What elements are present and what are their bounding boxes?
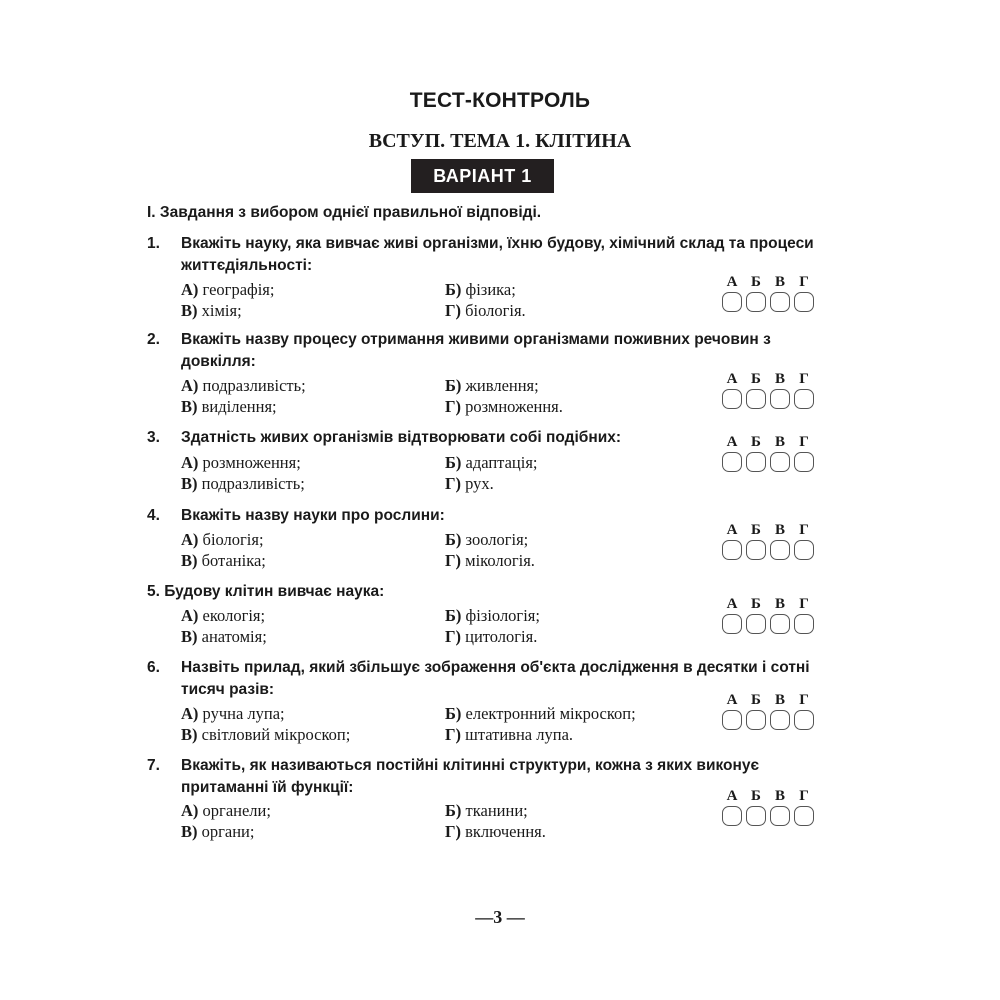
option-b <box>445 801 528 821</box>
answer-letter-g: Г <box>799 522 809 538</box>
answer-cell-b[interactable] <box>746 292 766 312</box>
answer-cell-b[interactable] <box>746 540 766 560</box>
answer-letter-b: Б <box>751 692 761 708</box>
option-text: розмноження; <box>202 453 301 472</box>
answer-cell-v[interactable] <box>770 614 790 634</box>
answer-cell-g[interactable] <box>794 540 814 560</box>
answer-letter-g: Г <box>799 434 809 450</box>
answer-letter-a: А <box>726 434 738 450</box>
answer-cell-b[interactable] <box>746 614 766 634</box>
question-2 <box>147 329 827 377</box>
answer-letter-b: Б <box>751 788 761 804</box>
option-letter: Г) <box>445 627 461 646</box>
option-v <box>181 627 267 647</box>
page-number: —3 — <box>475 907 525 927</box>
option-v <box>181 474 305 494</box>
option-letter: В) <box>181 301 198 320</box>
answer-cell-b[interactable] <box>746 710 766 730</box>
option-b <box>445 280 516 300</box>
question-text <box>147 581 797 603</box>
answer-letter-b: Б <box>751 434 761 450</box>
option-text: географія; <box>202 280 275 299</box>
question-text: Вкажіть назву процесу отримання живими організмами поживних речовин з довкілля: <box>181 331 771 370</box>
option-g <box>445 627 537 647</box>
question-number: 4. <box>147 507 160 524</box>
answer-grid-2 <box>720 371 818 413</box>
answer-cell-a[interactable] <box>722 389 742 409</box>
option-text: фізіологія; <box>465 606 540 625</box>
question-body: Будову клітин вивчає наука: <box>164 583 385 600</box>
option-g <box>445 301 526 321</box>
answer-letter-g: Г <box>799 274 809 290</box>
answer-letter-v: В <box>774 596 785 612</box>
option-letter: Б) <box>445 606 462 625</box>
question-text: Вкажіть науку, яка вивчає живі організми, їхню будову, хімічний склад та процеси життєдіяльності: <box>181 235 814 274</box>
question-number: 6. <box>147 659 160 676</box>
option-v <box>181 397 277 417</box>
answer-cell-v[interactable] <box>770 292 790 312</box>
answer-grid-6 <box>720 692 818 734</box>
page-title: ТЕСТ-КОНТРОЛЬ <box>409 89 591 112</box>
option-g <box>445 474 494 494</box>
answer-letter-b: Б <box>751 274 761 290</box>
option-text: ботаніка; <box>201 551 266 570</box>
option-text: анатомія; <box>201 627 267 646</box>
question-text: Здатність живих організмів відтворювати собі подібних: <box>181 429 622 446</box>
option-letter: Г) <box>445 822 461 841</box>
question-text: Назвіть прилад, який збільшує зображення об'єкта дослідження в десятки і сотні тисяч разів: <box>181 659 810 698</box>
option-text: живлення; <box>465 376 539 395</box>
answer-letter-a: А <box>726 274 738 290</box>
answer-cell-v[interactable] <box>770 540 790 560</box>
answer-cell-v[interactable] <box>770 452 790 472</box>
answer-letter-a: А <box>726 522 738 538</box>
answer-letter-g: Г <box>799 596 809 612</box>
option-letter: А) <box>181 606 199 625</box>
option-v <box>181 822 254 842</box>
option-letter: В) <box>181 627 198 646</box>
answer-letter-v: В <box>774 371 785 387</box>
answer-letter-v: В <box>774 434 785 450</box>
question-number: 1. <box>147 235 160 252</box>
answer-grid-1 <box>720 274 818 316</box>
answer-grid-7 <box>720 788 818 830</box>
option-b <box>445 453 538 473</box>
option-text: ручна лупа; <box>202 704 285 723</box>
answer-cell-g[interactable] <box>794 389 814 409</box>
option-letter: А) <box>181 453 199 472</box>
option-text: подразливість; <box>202 376 306 395</box>
option-a <box>181 801 271 821</box>
option-letter: Б) <box>445 376 462 395</box>
option-text: органели; <box>202 801 271 820</box>
answer-letter-a: А <box>726 371 738 387</box>
option-text: екологія; <box>202 606 266 625</box>
answer-grid-4 <box>720 522 818 564</box>
answer-cell-a[interactable] <box>722 614 742 634</box>
option-letter: Г) <box>445 551 461 570</box>
option-text: розмноження. <box>465 397 563 416</box>
option-letter: Б) <box>445 801 462 820</box>
option-text: подразливість; <box>201 474 305 493</box>
option-letter: В) <box>181 474 198 493</box>
question-number: 5. <box>147 583 160 600</box>
answer-grid-3 <box>720 434 818 476</box>
section-heading: I. Завдання з вибором однієї правильної відповіді. <box>147 204 542 221</box>
option-letter: В) <box>181 397 198 416</box>
answer-letter-a: А <box>726 788 738 804</box>
answer-letter-v: В <box>774 522 785 538</box>
answer-grid-5 <box>720 596 818 638</box>
answer-cell-a[interactable] <box>722 806 742 826</box>
answer-letter-g: Г <box>799 692 809 708</box>
option-text: хімія; <box>201 301 242 320</box>
answer-letter-a: А <box>726 692 738 708</box>
option-text: біологія; <box>202 530 264 549</box>
option-text: органи; <box>201 822 255 841</box>
option-letter: А) <box>181 280 199 299</box>
option-a <box>181 280 274 300</box>
option-g <box>445 551 535 571</box>
option-v <box>181 301 242 321</box>
option-text: фізика; <box>465 280 516 299</box>
option-text: мікологія. <box>465 551 535 570</box>
option-letter: В) <box>181 725 198 744</box>
option-letter: Г) <box>445 474 461 493</box>
option-a <box>181 606 265 626</box>
option-text: зоологія; <box>465 530 529 549</box>
answer-letter-a: А <box>726 596 738 612</box>
option-b <box>445 376 539 396</box>
option-a <box>181 453 301 473</box>
option-letter: А) <box>181 530 199 549</box>
option-letter: Б) <box>445 704 462 723</box>
option-v <box>181 725 350 745</box>
option-letter: Б) <box>445 453 462 472</box>
option-g <box>445 822 546 842</box>
answer-letter-b: Б <box>751 596 761 612</box>
option-a <box>181 704 285 724</box>
answer-letter-b: Б <box>751 371 761 387</box>
option-v <box>181 551 266 571</box>
answer-letter-v: В <box>774 274 785 290</box>
answer-letter-v: В <box>774 692 785 708</box>
option-text: включення. <box>465 822 546 841</box>
option-text: тканини; <box>465 801 528 820</box>
answer-cell-b[interactable] <box>746 389 766 409</box>
option-letter: А) <box>181 704 199 723</box>
option-a <box>181 376 306 396</box>
question-text: Вкажіть, як називаються постійні клітинні структури, кожна з яких виконує притаманні їй функції: <box>181 757 760 796</box>
option-b <box>445 606 540 626</box>
option-letter: В) <box>181 822 198 841</box>
option-letter: Б) <box>445 280 462 299</box>
question-number: 3. <box>147 429 160 446</box>
option-b <box>445 704 636 724</box>
answer-letter-g: Г <box>799 788 809 804</box>
option-text: цитологія. <box>465 627 538 646</box>
option-b <box>445 530 528 550</box>
option-text: світловий мікроскоп; <box>201 725 351 744</box>
variant-badge: ВАРІАНТ 1 <box>411 159 554 193</box>
option-text: штативна лупа. <box>465 725 574 744</box>
answer-letter-g: Г <box>799 371 809 387</box>
answer-cell-g[interactable] <box>794 806 814 826</box>
answer-letter-v: В <box>774 788 785 804</box>
option-letter: Б) <box>445 530 462 549</box>
answer-letter-b: Б <box>751 522 761 538</box>
option-text: адаптація; <box>465 453 538 472</box>
question-text: Вкажіть назву науки про рослини: <box>181 507 445 524</box>
answer-cell-a[interactable] <box>722 452 742 472</box>
answer-cell-g[interactable] <box>794 452 814 472</box>
option-letter: Г) <box>445 397 461 416</box>
option-g <box>445 397 563 417</box>
question-number: 2. <box>147 331 160 348</box>
answer-cell-g[interactable] <box>794 292 814 312</box>
option-text: біологія. <box>465 301 526 320</box>
option-a <box>181 530 264 550</box>
question-number: 7. <box>147 757 160 774</box>
option-letter: А) <box>181 801 199 820</box>
answer-cell-b[interactable] <box>746 452 766 472</box>
answer-cell-a[interactable] <box>722 540 742 560</box>
option-letter: В) <box>181 551 198 570</box>
answer-cell-v[interactable] <box>770 389 790 409</box>
page-subtitle: ВСТУП. ТЕМА 1. КЛІТИНА <box>368 130 632 152</box>
option-g <box>445 725 573 745</box>
option-text: рух. <box>465 474 494 493</box>
answer-cell-a[interactable] <box>722 292 742 312</box>
answer-cell-g[interactable] <box>794 614 814 634</box>
answer-cell-g[interactable] <box>794 710 814 730</box>
option-text: електронний мікроскоп; <box>465 704 636 723</box>
option-text: виділення; <box>201 397 277 416</box>
answer-cell-v[interactable] <box>770 806 790 826</box>
option-letter: Г) <box>445 725 461 744</box>
option-letter: А) <box>181 376 199 395</box>
answer-cell-a[interactable] <box>722 710 742 730</box>
answer-cell-b[interactable] <box>746 806 766 826</box>
answer-cell-v[interactable] <box>770 710 790 730</box>
option-letter: Г) <box>445 301 461 320</box>
